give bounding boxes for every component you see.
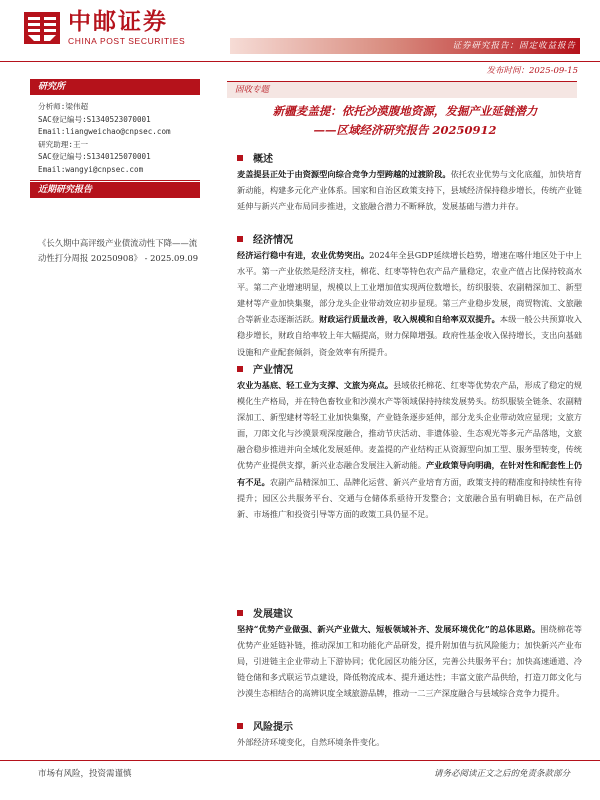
header-band [230, 38, 580, 54]
square-bullet-icon [237, 236, 243, 242]
analyst-email[interactable]: Email:liangweichao@cnpsec.com [38, 127, 171, 137]
section-heading-economy [237, 231, 293, 246]
report-type-tag: 证券研究报告：固定收益报告 [452, 41, 576, 51]
report-subtitle: ——区域经济研究报告 20250912 [313, 123, 497, 137]
section-heading-risk [237, 718, 293, 733]
sidebar-divider [30, 180, 200, 181]
square-bullet-icon [237, 366, 243, 372]
key-point: 坚持“优势产业做强、新兴产业做大、短板领域补齐、发展环境优化”的总体思路。 [237, 624, 541, 634]
section-heading-industry [237, 361, 293, 376]
section-heading-text: 风险提示 [253, 722, 293, 733]
industry-paragraph [237, 377, 582, 522]
section-heading-text: 发展建议 [253, 609, 293, 620]
risk-paragraph: 外部经济环境变化，自然环境条件变化。 [237, 737, 385, 747]
footer-divider [0, 760, 600, 761]
section-heading-overview [237, 150, 273, 165]
key-point: 财政运行质量改善，收入规模和自给率双双提升。 [319, 314, 500, 325]
publish-time: 发布时间：2025-09-15 [486, 66, 578, 76]
paragraph-text: 农副产品精深加工、品牌化运营、新兴产业培育方面，政策支持的精准度和持续性有待提升；园区公共服务平台、交通与仓储体系亟待开发整合；文旅融合虽有明确目标，在产品创新、市场推广和投资引导等方面的政策工具仍显不足。 [237, 476, 582, 519]
square-bullet-icon [237, 723, 243, 729]
paragraph-text: 2024年全县GDP延续增长趋势，增速在喀什地区处于中上水平。第一产业依然是经济支柱，棉花、红枣等特色农产品产量稳定，农业产值占比保持较高水平。第二产业增速明显，规模以上工业增加值实现两位数增长，纺织服装、农副精深加工、新型建材等产业加快集聚，部分龙头企业带动效应初步显现。第三产业稳步发展，商贸物流、文旅融合等新业态逐渐活跃。 [237, 250, 582, 325]
related-report-link[interactable]: 《长久期中高评级产业债流动性下降——流动性打分周报 20250908》 - 2025.09.09 [38, 238, 199, 263]
paragraph-text: 依托农业优势与文化底蕴，加快培育新动能，构建多元化产业体系。国家和自治区政策支持下，县域经济保持稳步增长，传统产业链延伸与新兴产业布局同步推进，文旅融合潜力不断释放，发展基础与潜力并存。 [237, 169, 582, 212]
disclaimer-footer: 请务必阅读正文之后的免责条款部分 [433, 769, 570, 779]
section-heading-text: 经济情况 [253, 235, 293, 246]
section-heading-suggestions [237, 605, 293, 620]
header-divider [0, 61, 600, 62]
key-point: 经济运行稳中有进，农业优势突出。 [237, 250, 370, 260]
paragraph-text: 本级一般公共预算收入稳步增长，财政自给率较上年大幅提高，财力保障增强。政府性基金收入保持增长，支出向基础设施和产业配套倾斜，资金效率有所提升。 [237, 314, 582, 357]
company-logo [22, 6, 222, 50]
topic-label: 固收专题 [227, 81, 577, 98]
suggestions-paragraph [237, 621, 582, 701]
paragraph-text: 围绕棉花等优势产业延链补链，推动深加工和功能化产品研发，提升附加值与抗风险能力；加快新兴产业布局，引进链主企业带动上下游协同；优化园区功能分区，完善公共服务平台；加快高速通道、冷链仓储和多式联运节点建设，降低物流成本、提升通达性；丰富文旅产品供给，打造刀郎文化与沙漠生态相结合的高辨识度全域旅游品牌，推动一二三产深度融合与县域综合竞争力提升。 [237, 624, 582, 699]
china-post-logo-icon [22, 8, 62, 48]
analyst-line: 研究助理:王一 [38, 139, 89, 149]
related-reports-heading: 近期研究报告 [30, 182, 200, 198]
overview-paragraph [237, 166, 582, 214]
logo-english-name: CHINA POST SECURITIES [68, 35, 186, 46]
key-point: 麦盖提县正处于由资源型向综合竞争力型跨越的过渡阶段。 [237, 169, 451, 179]
analyst-email[interactable]: Email:wangyi@cnpsec.com [38, 164, 144, 174]
section-heading-text: 产业情况 [253, 365, 293, 376]
logo-chinese-name: 中邮证券 [68, 8, 168, 35]
research-heading: 研究所 [30, 79, 200, 95]
analyst-info [38, 101, 203, 177]
square-bullet-icon [237, 155, 243, 161]
analyst-line: 分析师:梁伟超 [38, 102, 89, 111]
section-heading-text: 概述 [253, 154, 273, 165]
economy-paragraph [237, 247, 582, 360]
square-bullet-icon [237, 610, 243, 616]
analyst-line: SAC登记编号:S1340523070001 [38, 114, 151, 124]
key-point: 产业政策导向明确，在针对性和配套性上仍有不足。 [237, 460, 582, 487]
report-title: 新疆麦盖提：依托沙漠腹地资源，发掘产业延链潜力 [272, 104, 538, 118]
risk-warning-footer: 市场有风险，投资需谨慎 [38, 769, 132, 779]
key-point: 农业为基底、轻工业为支撑、文旅为亮点。 [237, 380, 394, 390]
paragraph-text: 县域依托棉花、红枣等优势农产品，形成了稳定的规模化生产格局，并在特色畜牧业和沙漠水产等领域保持持续发展势头。纺织服装全链条、农副精深加工、新型建材等轻工业加快集聚，产业链条逐步延伸，部分龙头企业带动效应显现；文旅方面，刀郎文化与沙漠景观深度融合，推动节庆活动、非遗体验、生态观光等多元产品落地，文旅融合稳步推进并向全域化发展延伸。麦盖提的产业结构正从资源型向加工型、服务型转变，传统优势产业提供支撑，新兴业态融合发展注入新动能。 [237, 380, 582, 471]
analyst-line: SAC登记编号:S1340125070001 [38, 152, 151, 162]
